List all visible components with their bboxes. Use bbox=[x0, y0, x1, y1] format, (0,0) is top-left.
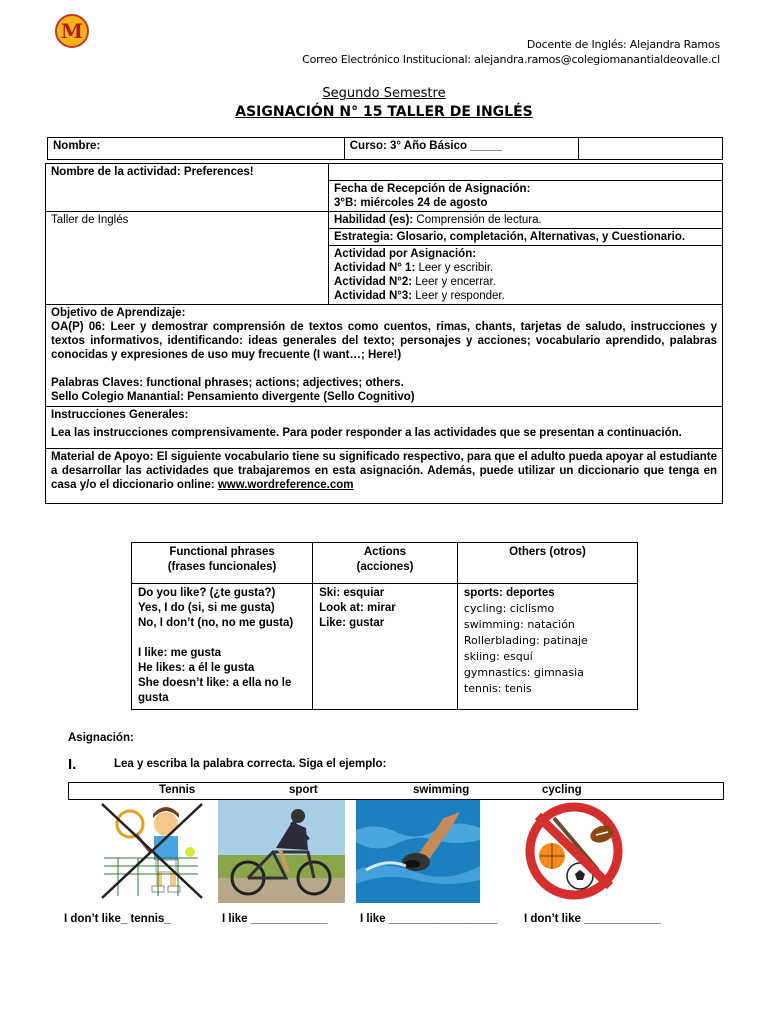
nombre-label: Nombre: bbox=[48, 138, 345, 160]
cyclist-image bbox=[218, 800, 345, 903]
list-item: Like: gustar bbox=[319, 617, 385, 629]
col-header-actions bbox=[313, 543, 458, 584]
material-cell bbox=[46, 448, 723, 503]
empty-cell bbox=[46, 180, 329, 211]
taller-text: Taller de Inglés bbox=[51, 213, 129, 226]
word-bank-item: Tennis bbox=[159, 784, 196, 796]
act2-label: Actividad N°2: bbox=[334, 275, 413, 288]
word-bank-item: swimming bbox=[413, 784, 470, 796]
list-item: Rollerblading: patinaje bbox=[463, 634, 588, 647]
habilidad-label: Habilidad (es): bbox=[334, 213, 414, 226]
assignment-label: Asignación: bbox=[68, 732, 134, 744]
word-bank bbox=[68, 782, 724, 800]
list-item: skiing: esquí bbox=[463, 650, 533, 663]
col3-title: Others (otros) bbox=[509, 546, 586, 558]
act1-label: Actividad N° 1: bbox=[334, 261, 416, 274]
empty-cell bbox=[329, 164, 723, 181]
tennis-player-image bbox=[98, 800, 205, 902]
actividad-label: Actividad por Asignación: bbox=[334, 247, 477, 260]
act1-value: Leer y escribir. bbox=[415, 261, 494, 274]
fecha-value: 3°B: miércoles 24 de agosto bbox=[334, 196, 488, 209]
act2-value: Leer y encerrar. bbox=[412, 275, 496, 288]
list-item: sports: deportes bbox=[463, 587, 555, 599]
objetivo-cell bbox=[46, 304, 723, 406]
swimmer-image bbox=[356, 800, 480, 903]
instrucciones-text: Lea las instrucciones comprensivamente. Para poder responder a las actividades que se presentan a continuación. bbox=[51, 426, 682, 439]
col1-subtitle: (frases funcionales) bbox=[167, 561, 277, 573]
section-numeral: I. bbox=[68, 756, 77, 773]
wordreference-link[interactable]: www.wordreference.com bbox=[217, 478, 354, 491]
vocabulary-table bbox=[131, 542, 638, 710]
material-text: Material de Apoyo: El siguiente vocabulario tiene su significado respectivo, para que el adulto pueda apoyar al estudiante a desarrollar las actividades que trabajaremos en esta asignación. Además, puede utilizar un diccionario que tenga en casa y/o el diccionario online: bbox=[51, 450, 717, 491]
semester-title: Segundo Semestre bbox=[322, 86, 446, 101]
list-item: cycling: ciclismo bbox=[463, 602, 555, 615]
taller-label bbox=[46, 211, 329, 304]
activity-name: Nombre de la actividad: Preferences! bbox=[46, 164, 329, 181]
assignment-instruction: Lea y escriba la palabra correcta. Siga el ejemplo: bbox=[114, 758, 387, 770]
act3-label: Actividad N°3: bbox=[334, 289, 413, 302]
list-item: She doesn’t like: a ella no le gusta bbox=[138, 677, 292, 704]
curso-label: Curso: 3° Año Básico _____ bbox=[344, 138, 578, 160]
word-bank-item: cycling bbox=[542, 784, 582, 796]
act3-value: Leer y responder. bbox=[412, 289, 505, 302]
teacher-name: Docente de Inglés: Alejandra Ramos bbox=[526, 38, 720, 51]
list-item: gymnastics: gimnasia bbox=[463, 666, 584, 679]
list-item: swimming: natación bbox=[463, 618, 575, 631]
instrucciones-cell bbox=[46, 406, 723, 448]
others-list bbox=[457, 584, 637, 710]
habilidad-value: Comprensión de lectura. bbox=[413, 213, 542, 226]
col-header-functional bbox=[132, 543, 313, 584]
student-info-table bbox=[47, 137, 723, 160]
answer-example: I don’t like_ tennis_ bbox=[64, 913, 171, 925]
teacher-email: Correo Electrónico Institucional: alejandra.ramos@colegiomanantialdeovalle.cl bbox=[302, 53, 720, 66]
word-bank-item: sport bbox=[289, 784, 318, 796]
habilidad-cell bbox=[329, 211, 723, 228]
school-logo bbox=[55, 14, 89, 48]
actividades-cell bbox=[329, 245, 723, 304]
col1-title: Functional phrases bbox=[169, 546, 275, 558]
list-item: tennis: tenis bbox=[463, 682, 532, 695]
no-sports-sign-image bbox=[522, 800, 626, 903]
logo-letter: M bbox=[60, 19, 84, 43]
estrategia-cell: Estrategia: Glosario, completación, Alternativas, y Cuestionario. bbox=[329, 228, 723, 245]
answer-blank-2[interactable]: I like ____________ bbox=[222, 913, 328, 925]
list-item: No, I don’t (no, no me gusta) bbox=[138, 617, 294, 629]
sello: Sello Colegio Manantial: Pensamiento divergente (Sello Cognitivo) bbox=[51, 390, 415, 403]
fecha-label: Fecha de Recepción de Asignación: bbox=[334, 182, 531, 195]
col-header-others bbox=[457, 543, 637, 584]
functional-phrases-list bbox=[132, 584, 313, 710]
objetivo-text: OA(P) 06: Leer y demostrar comprensión de textos como cuentos, rimas, chants, tarjetas de saludo, instrucciones y textos informativos, identificando: ideas generales del texto; personajes y acciones; vocabulario aprendido, palabras conocidas y expresiones de uso muy frecuente (I want…; Here!) bbox=[51, 320, 717, 361]
list-item: Do you like? (¿te gusta?) bbox=[138, 587, 276, 599]
palabras-claves: Palabras Claves: functional phrases; actions; adjectives; others. bbox=[51, 376, 404, 389]
objetivo-label: Objetivo de Aprendizaje: bbox=[51, 306, 186, 319]
answer-blank-3[interactable]: I like _________________ bbox=[360, 913, 498, 925]
answer-blank-4[interactable]: I don’t like ____________ bbox=[524, 913, 661, 925]
page-title: ASIGNACIÓN N° 15 TALLER DE INGLÉS bbox=[235, 104, 533, 120]
col2-title: Actions bbox=[363, 546, 407, 558]
list-item: Yes, I do (si, si me gusta) bbox=[138, 602, 275, 614]
list-item: Ski: esquiar bbox=[319, 587, 385, 599]
list-item: I like: me gusta bbox=[138, 647, 222, 659]
list-item: Look at: mirar bbox=[319, 602, 396, 614]
actions-list bbox=[313, 584, 458, 710]
activity-table bbox=[45, 163, 723, 504]
list-item: He likes: a él le gusta bbox=[138, 662, 255, 674]
empty-cell bbox=[579, 138, 723, 160]
fecha-cell bbox=[329, 180, 723, 211]
instrucciones-label: Instrucciones Generales: bbox=[51, 408, 189, 421]
col2-subtitle: (acciones) bbox=[356, 561, 414, 573]
